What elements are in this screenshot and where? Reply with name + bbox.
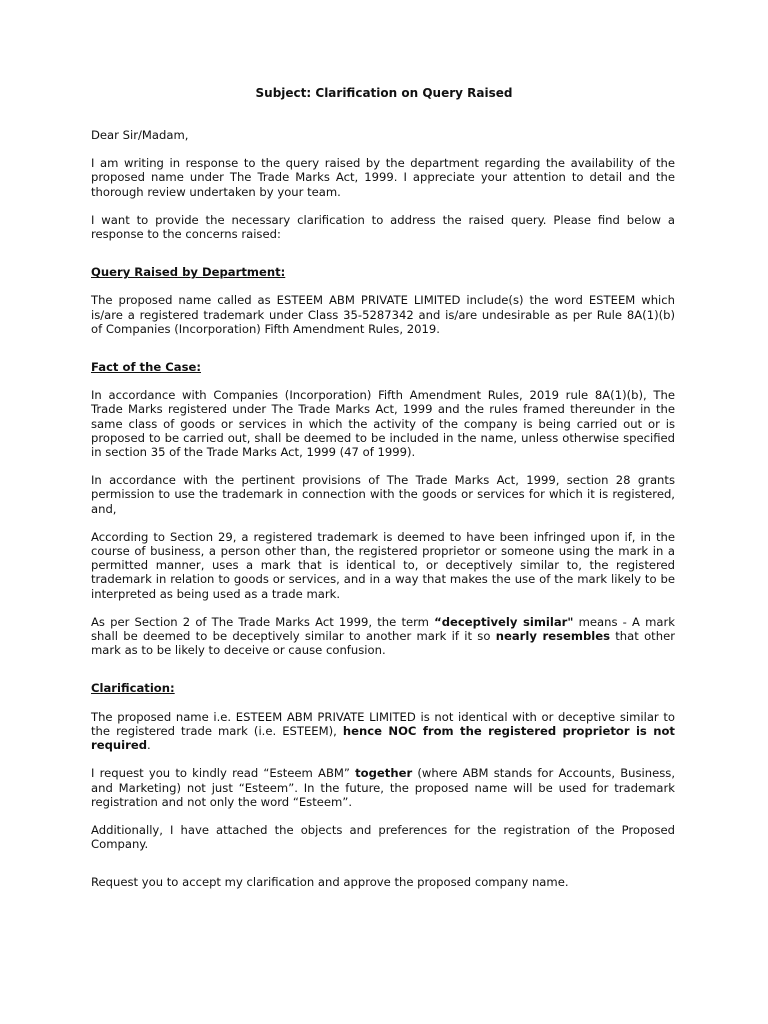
facts-paragraph-1: In accordance with Companies (Incorporation) Fifth Amendment Rules, 2019 rule 8A(1)(b), The Trade Marks registered under The Trade Marks Act, 1999 and the rules framed thereunder in the same class of goods or services in which the activity of the company is being carried out or is proposed to be carried out, shall be deemed to be included in the name, unless otherwise specified in section 35 of the Trade Marks Act, 1999 (47 of 1999). (91, 388, 675, 460)
facts-paragraph-4 (91, 615, 675, 658)
clar-1-part-a: The proposed name i.e. ESTEEM ABM PRIVATE LIMITED is not identical with or deceptive similar to the registered trade mark (i.e. ESTEEM), (91, 709, 675, 738)
query-heading: Query Raised by Department: (91, 265, 286, 280)
subject-line: Subject: Clarification on Query Raised (255, 86, 513, 100)
query-paragraph: The proposed name called as ESTEEM ABM PRIVATE LIMITED include(s) the word ESTEEM which is/are a registered trademark under Class 35-5287342 and is/are undesirable as per Rule 8A(1)(b) of Companies (Incorporation) Fifth Amendment Rules, 2019. (91, 293, 675, 336)
letter-body (91, 128, 675, 904)
salutation: Dear Sir/Madam, (91, 128, 189, 142)
clarification-heading: Clarification: (91, 681, 175, 696)
clarification-paragraph-1 (91, 710, 675, 753)
clar-1-part-c: . (147, 738, 151, 753)
facts-paragraph-2: In accordance with the pertinent provisions of The Trade Marks Act, 1999, section 28 grants permission to use the trademark in connection with the goods or services for which it is registered, and, (91, 473, 675, 516)
facts-paragraph-3: According to Section 29, a registered trademark is deemed to have been infringed upon if, in the course of business, a person other than, the registered proprietor or someone using the mark in a permitted manner, uses a mark that is identical to, or deceptively similar to, the registered trademark in relation to goods or services, and in a way that makes the use of the mark likely to be interpreted as being used as a trade mark. (91, 529, 675, 601)
facts-4-part-a: As per Section 2 of The Trade Marks Act 1999, the term (91, 614, 435, 629)
facts-4-part-e: that other mark as to be likely to deceive or cause confusion. (91, 629, 675, 658)
facts-heading: Fact of the Case: (91, 360, 201, 375)
facts-4-emphasis: nearly resembles (495, 629, 610, 644)
clarification-paragraph-3: Additionally, I have attached the objects and preferences for the registration of the Proposed Company. (91, 822, 675, 852)
facts-4-part-c: means - A mark shall be deemed to be deceptively similar to another mark if it so (91, 614, 675, 644)
closing-line: Request you to accept my clarification and approve the proposed company name. (91, 875, 569, 890)
clarification-paragraph-2 (91, 766, 675, 809)
clar-2-part-a: I request you to kindly read “Esteem ABM” (91, 766, 356, 781)
intro-paragraph-2: I want to provide the necessary clarification to address the raised query. Please find below a response to the concerns raised: (91, 212, 675, 242)
clar-2-part-c: (where ABM stands for Accounts, Business, and Marketing) not just “Esteem”. In the future, the proposed name will be used for trademark registration and not only the word “Esteem”. (91, 766, 675, 809)
intro-paragraph-1: I am writing in response to the query raised by the department regarding the availability of the proposed name under The Trade Marks Act, 1999. I appreciate your attention to detail and the thorough review undertaken by your team. (91, 156, 675, 199)
clar-1-emphasis: hence NOC from the registered proprietor is not required (91, 723, 675, 753)
clar-2-emphasis: together (355, 766, 413, 781)
facts-4-term: “deceptively similar" (434, 614, 574, 629)
